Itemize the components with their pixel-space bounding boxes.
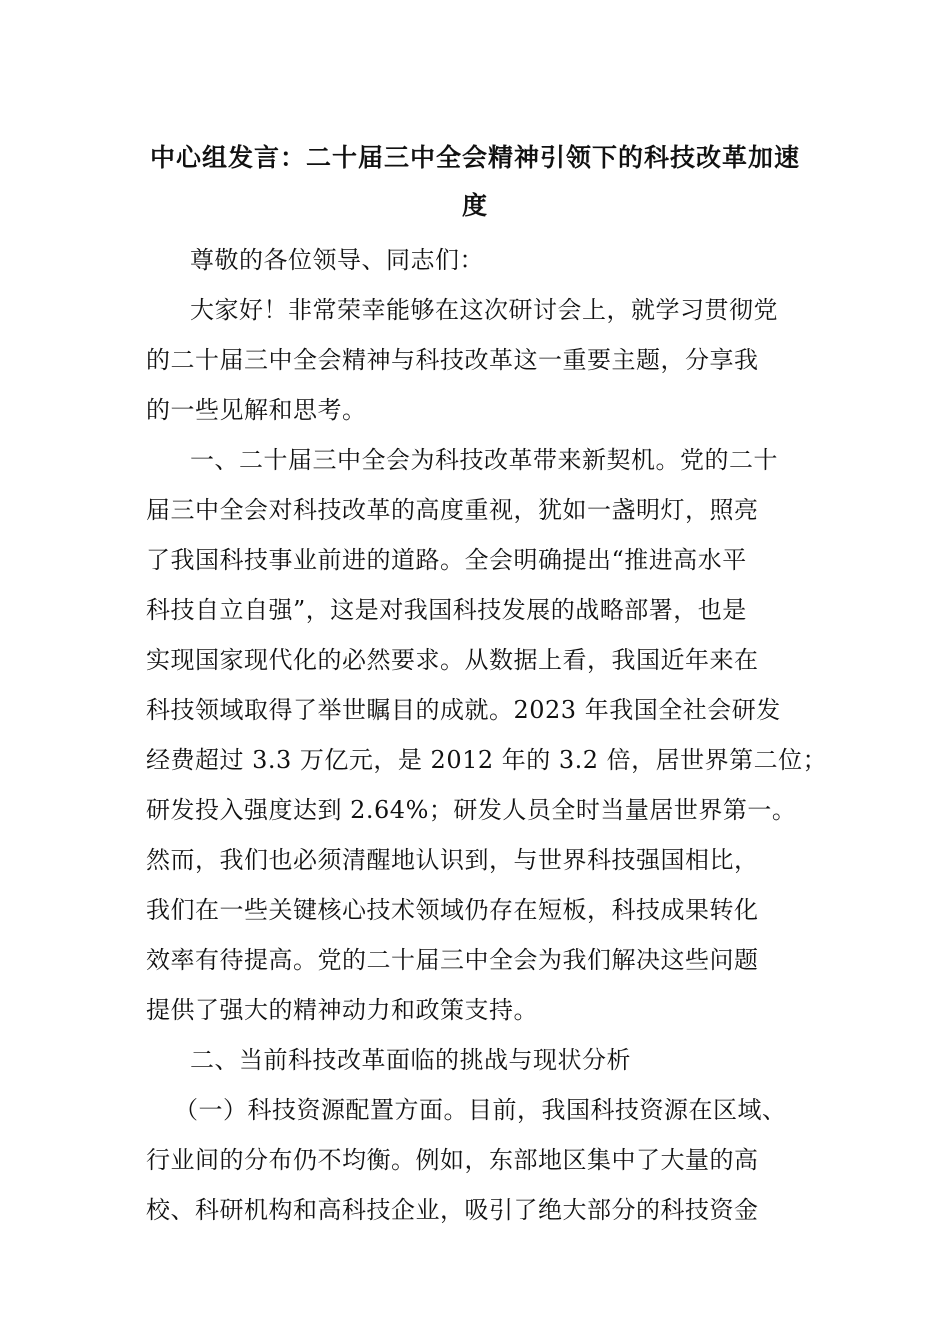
- body-line: 科技领域取得了举世瞩目的成就。2023 年我国全社会研发: [146, 696, 781, 724]
- body-line: 校、科研机构和高科技企业，吸引了绝大部分的科技资金: [146, 1196, 759, 1224]
- body-line: 提供了强大的精神动力和政策支持。: [146, 996, 538, 1024]
- body-line: 大家好！非常荣幸能够在这次研讨会上，就学习贯彻党: [190, 296, 778, 324]
- body-line: 效率有待提高。党的二十届三中全会为我们解决这些问题: [146, 946, 759, 974]
- section-heading-1: 一、二十届三中全会为科技改革带来新契机。党的二十: [190, 446, 778, 474]
- body-line: 我们在一些关键核心技术领域仍存在短板，科技成果转化: [146, 896, 759, 924]
- salutation: 尊敬的各位领导、同志们：: [190, 246, 484, 274]
- subsection-heading-1: （一）科技资源配置方面。目前，我国科技资源在区域、: [174, 1096, 787, 1124]
- body-line: 的一些见解和思考。: [146, 396, 367, 424]
- body-line: 实现国家现代化的必然要求。从数据上看，我国近年来在: [146, 646, 759, 674]
- body-line: 然而，我们也必须清醒地认识到，与世界科技强国相比，: [146, 846, 759, 874]
- body-line: 经费超过 3.3 万亿元，是 2012 年的 3.2 倍，居世界第二位；: [146, 746, 828, 774]
- body-line: 的二十届三中全会精神与科技改革这一重要主题，分享我: [146, 346, 759, 374]
- body-line: 届三中全会对科技改革的高度重视，犹如一盏明灯，照亮: [146, 496, 759, 524]
- section-heading-2: 二、当前科技改革面临的挑战与现状分析: [190, 1046, 631, 1074]
- body-line: 研发投入强度达到 2.64%；研发人员全时当量居世界第一。: [146, 796, 797, 824]
- document-title-line-1: 中心组发言：二十届三中全会精神引领下的科技改革加速: [149, 143, 800, 172]
- body-line: 行业间的分布仍不均衡。例如，东部地区集中了大量的高: [146, 1146, 759, 1174]
- body-line: 了我国科技事业前进的道路。全会明确提出“推进高水平: [146, 546, 747, 574]
- body-line: 科技自立自强”，这是对我国科技发展的战略部署，也是: [146, 596, 747, 624]
- document-title-line-2: 度: [461, 191, 488, 220]
